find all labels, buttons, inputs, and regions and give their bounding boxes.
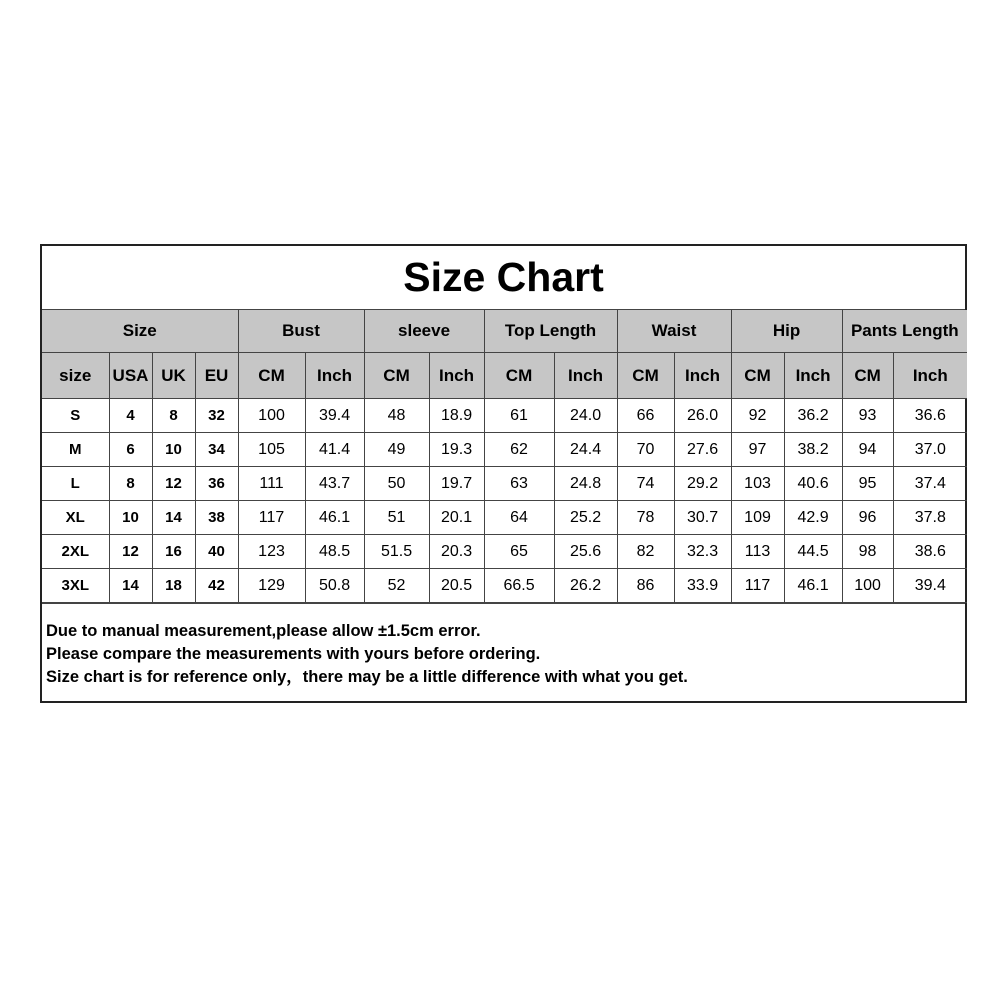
group-header: Size (42, 310, 238, 353)
sub-header: USA (109, 353, 152, 399)
chart-title: Size Chart (42, 246, 965, 310)
table-cell: 12 (152, 467, 195, 501)
table-cell: 96 (842, 501, 893, 535)
table-cell: 39.4 (893, 569, 967, 603)
table-cell: 48 (364, 399, 429, 433)
table-cell: 94 (842, 433, 893, 467)
table-row (42, 501, 967, 535)
group-header: sleeve (364, 310, 484, 353)
table-cell: 40.6 (784, 467, 842, 501)
table-cell: 41.4 (305, 433, 364, 467)
table-cell: 93 (842, 399, 893, 433)
table-cell: 8 (152, 399, 195, 433)
table-cell: 32.3 (674, 535, 731, 569)
table-cell: 103 (731, 467, 784, 501)
sub-header: Inch (305, 353, 364, 399)
table-cell: 12 (109, 535, 152, 569)
sub-header: CM (484, 353, 554, 399)
table-cell: 36 (195, 467, 238, 501)
table-cell: 37.8 (893, 501, 967, 535)
table-cell: 20.3 (429, 535, 484, 569)
sub-header: CM (238, 353, 305, 399)
table-cell: 18.9 (429, 399, 484, 433)
table-cell: 25.2 (554, 501, 617, 535)
table-cell: 38.6 (893, 535, 967, 569)
table-cell: 19.3 (429, 433, 484, 467)
table-cell: 10 (152, 433, 195, 467)
table-cell: 100 (238, 399, 305, 433)
table-cell: 51.5 (364, 535, 429, 569)
table-cell: 97 (731, 433, 784, 467)
table-cell: 82 (617, 535, 674, 569)
sub-header: CM (617, 353, 674, 399)
table-cell: 86 (617, 569, 674, 603)
note-line: Size chart is for reference only，there may be a little difference with what you get. (46, 668, 688, 686)
sub-header: size (42, 353, 109, 399)
table-cell: 42.9 (784, 501, 842, 535)
table-cell: 66.5 (484, 569, 554, 603)
table-cell: 18 (152, 569, 195, 603)
table-cell: 36.2 (784, 399, 842, 433)
table-cell: 26.0 (674, 399, 731, 433)
table-cell: 24.4 (554, 433, 617, 467)
table-cell: 4 (109, 399, 152, 433)
table-cell: 37.0 (893, 433, 967, 467)
table-cell: 52 (364, 569, 429, 603)
table-cell: 8 (109, 467, 152, 501)
sub-header: EU (195, 353, 238, 399)
table-cell: 19.7 (429, 467, 484, 501)
sub-header: Inch (429, 353, 484, 399)
size-table (42, 310, 967, 603)
table-cell: 50 (364, 467, 429, 501)
table-cell: 66 (617, 399, 674, 433)
table-cell: 117 (731, 569, 784, 603)
table-row (42, 399, 967, 433)
table-cell: 32 (195, 399, 238, 433)
table-cell: 78 (617, 501, 674, 535)
table-cell: 27.6 (674, 433, 731, 467)
table-cell: 24.0 (554, 399, 617, 433)
table-cell: 49 (364, 433, 429, 467)
table-row (42, 535, 967, 569)
table-cell: 50.8 (305, 569, 364, 603)
group-header: Waist (617, 310, 731, 353)
sub-header: UK (152, 353, 195, 399)
sub-header: Inch (674, 353, 731, 399)
table-row (42, 569, 967, 603)
table-cell: 40 (195, 535, 238, 569)
table-cell: 43.7 (305, 467, 364, 501)
group-header: Top Length (484, 310, 617, 353)
sub-header: CM (364, 353, 429, 399)
sub-header: Inch (893, 353, 967, 399)
table-cell: 46.1 (305, 501, 364, 535)
table-cell: L (42, 467, 109, 501)
table-cell: 44.5 (784, 535, 842, 569)
table-cell: 20.5 (429, 569, 484, 603)
sub-header-row (42, 353, 967, 399)
table-cell: M (42, 433, 109, 467)
table-cell: 3XL (42, 569, 109, 603)
table-cell: 10 (109, 501, 152, 535)
sub-header: CM (842, 353, 893, 399)
table-cell: 37.4 (893, 467, 967, 501)
table-cell: 14 (152, 501, 195, 535)
table-cell: S (42, 399, 109, 433)
group-header: Hip (731, 310, 842, 353)
table-cell: 48.5 (305, 535, 364, 569)
table-cell: 61 (484, 399, 554, 433)
table-row (42, 467, 967, 501)
table-cell: 14 (109, 569, 152, 603)
table-cell: 109 (731, 501, 784, 535)
sub-header: Inch (784, 353, 842, 399)
group-header: Pants Length (842, 310, 967, 353)
table-cell: 64 (484, 501, 554, 535)
table-cell: 117 (238, 501, 305, 535)
table-cell: 111 (238, 467, 305, 501)
table-cell: 74 (617, 467, 674, 501)
size-chart (40, 244, 967, 703)
table-cell: 2XL (42, 535, 109, 569)
group-header-row (42, 310, 967, 353)
table-cell: 65 (484, 535, 554, 569)
table-cell: 51 (364, 501, 429, 535)
table-cell: 38.2 (784, 433, 842, 467)
table-cell: 26.2 (554, 569, 617, 603)
table-cell: 92 (731, 399, 784, 433)
table-cell: 33.9 (674, 569, 731, 603)
table-cell: 6 (109, 433, 152, 467)
sub-header: CM (731, 353, 784, 399)
table-cell: 70 (617, 433, 674, 467)
table-row (42, 433, 967, 467)
note-line: Due to manual measurement,please allow ±1.5cm error. (46, 622, 481, 640)
notes (42, 603, 965, 701)
table-cell: 30.7 (674, 501, 731, 535)
table-cell: 98 (842, 535, 893, 569)
sub-header: Inch (554, 353, 617, 399)
table-cell: 105 (238, 433, 305, 467)
table-cell: 46.1 (784, 569, 842, 603)
table-cell: 34 (195, 433, 238, 467)
table-cell: 24.8 (554, 467, 617, 501)
table-cell: 95 (842, 467, 893, 501)
table-cell: 16 (152, 535, 195, 569)
note-line: Please compare the measurements with yours before ordering. (46, 645, 541, 663)
table-cell: 62 (484, 433, 554, 467)
group-header: Bust (238, 310, 364, 353)
table-cell: 38 (195, 501, 238, 535)
table-cell: 113 (731, 535, 784, 569)
table-cell: 63 (484, 467, 554, 501)
table-cell: 36.6 (893, 399, 967, 433)
table-cell: 39.4 (305, 399, 364, 433)
table-cell: 129 (238, 569, 305, 603)
table-cell: XL (42, 501, 109, 535)
table-cell: 100 (842, 569, 893, 603)
table-cell: 29.2 (674, 467, 731, 501)
table-cell: 25.6 (554, 535, 617, 569)
table-cell: 42 (195, 569, 238, 603)
table-cell: 20.1 (429, 501, 484, 535)
table-cell: 123 (238, 535, 305, 569)
